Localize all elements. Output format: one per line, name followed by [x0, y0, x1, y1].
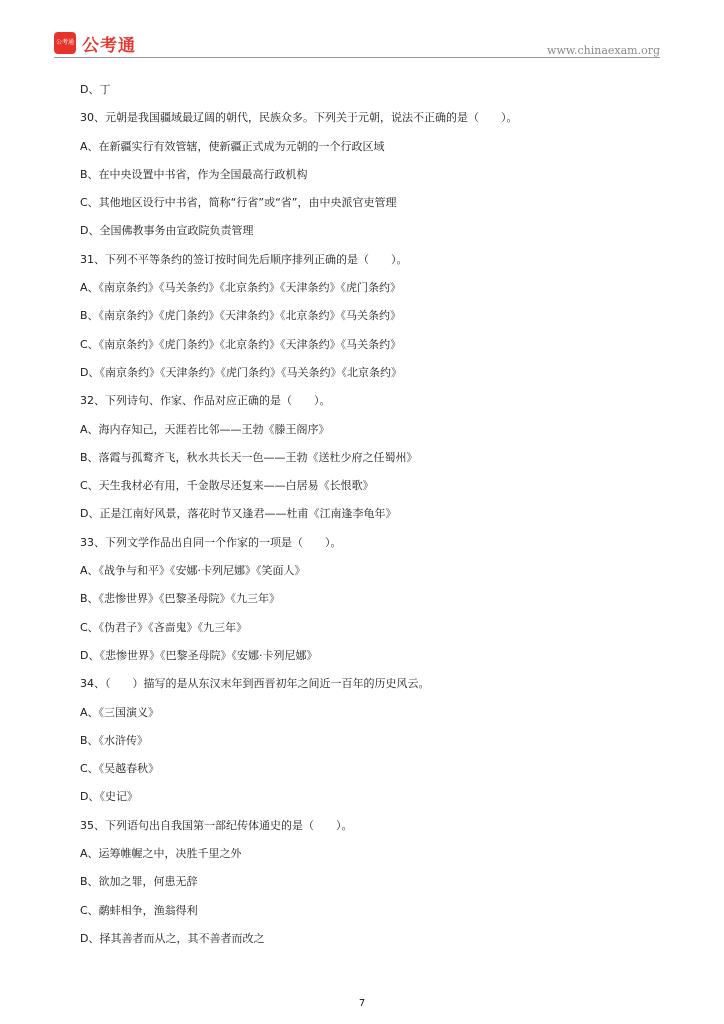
option-line: C、《吴越春秋》 — [80, 762, 160, 776]
logo-text: 公考通 — [82, 35, 136, 56]
question-33: 33、下列文学作品出自同一个作家的一项是（ ）。 — [80, 535, 342, 549]
option-line: A、《三国演义》 — [80, 705, 160, 719]
option-line: C、《伪君子》《吝啬鬼》《九三年》 — [80, 620, 248, 634]
option-line: B、《悲惨世界》《巴黎圣母院》《九三年》 — [80, 592, 281, 606]
option-line: C、天生我材必有用，千金散尽还复来——白居易《长恨歌》 — [80, 479, 374, 493]
page-header — [0, 0, 724, 64]
option-line: B、《水浒传》 — [80, 733, 149, 747]
option-line: A、《战争与和平》《安娜·卡列尼娜》《笑面人》 — [80, 564, 306, 578]
option-line: C、其他地区设行中书省，简称“行省”或“省”，由中央派官吏管理 — [80, 196, 397, 210]
option-line: B、欲加之罪，何患无辞 — [80, 875, 198, 889]
question-34: 34、（ ）描写的是从东汉末年到西晋初年之间近一百年的历史风云。 — [80, 677, 430, 691]
site-url[interactable]: www.chinaexam.org — [547, 44, 660, 57]
option-line: D、《史记》 — [80, 790, 138, 804]
page-number: 7 — [358, 998, 366, 1009]
logo-icon — [54, 32, 76, 54]
option-line: C、《南京条约》《虎门条约》《北京条约》《天津条约》《马关条约》 — [80, 337, 402, 351]
logo-mark-text: 公考通 — [55, 39, 74, 46]
question-32: 32、下列诗句、作家、作品对应正确的是（ ）。 — [80, 394, 331, 408]
option-line: A、在新疆实行有效管辖，使新疆正式成为元朝的一个行政区域 — [80, 139, 385, 153]
option-line: D、丁 — [80, 83, 111, 96]
option-line: C、鹬蚌相争，渔翁得利 — [80, 903, 198, 917]
option-line: B、《南京条约》《虎门条约》《天津条约》《北京条约》《马关条约》 — [80, 309, 402, 323]
option-line: B、落霞与孤鹜齐飞，秋水共长天一色——王勃《送杜少府之任蜀州》 — [80, 450, 418, 464]
question-35: 35、下列语句出自我国第一部纪传体通史的是（ ）。 — [80, 818, 353, 832]
option-line: A、《南京条约》《马关条约》《北京条约》《天津条约》《虎门条约》 — [80, 281, 402, 295]
option-line: D、全国佛教事务由宣政院负责管理 — [80, 224, 254, 238]
question-30: 30、元朝是我国疆域最辽阔的朝代，民族众多。下列关于元朝，说法不正确的是（ ）。 — [80, 111, 518, 125]
document-body — [80, 76, 680, 953]
option-line: A、海内存知己，天涯若比邻——王勃《滕王阁序》 — [80, 422, 330, 436]
question-31: 31、下列不平等条约的签订按时间先后顺序排列正确的是（ ）。 — [80, 252, 408, 266]
logo — [54, 32, 136, 54]
option-line: D、《悲惨世界》《巴黎圣母院》《安娜·卡列尼娜》 — [80, 648, 318, 662]
option-line: D、择其善者而从之，其不善者而改之 — [80, 931, 265, 945]
option-line: D、正是江南好风景，落花时节又逢君——杜甫《江南逢李龟年》 — [80, 507, 397, 521]
header-divider — [54, 57, 660, 58]
option-line: D、《南京条约》《天津条约》《虎门条约》《马关条约》《北京条约》 — [80, 365, 402, 379]
option-line: B、在中央设置中书省，作为全国最高行政机构 — [80, 167, 308, 181]
option-line: A、运筹帷幄之中，决胜千里之外 — [80, 847, 242, 861]
